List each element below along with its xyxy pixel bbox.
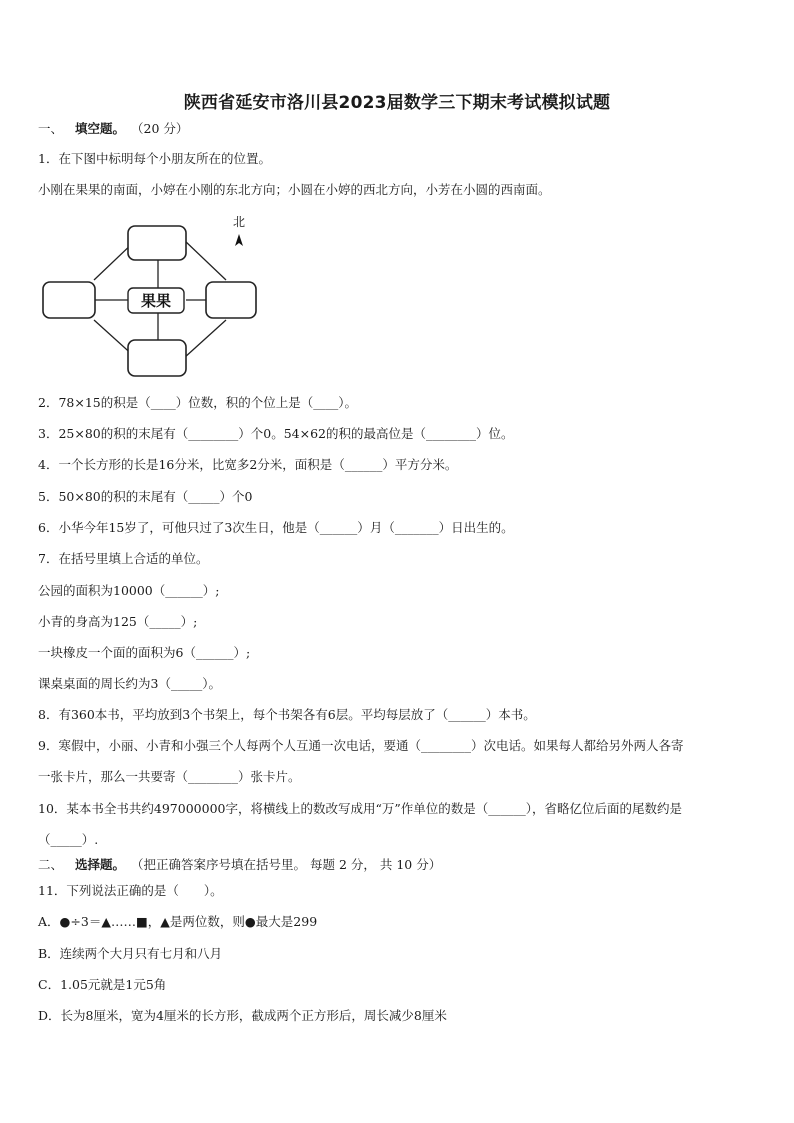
question-10: 10．某本书全书共约497000000字，将横线上的数改写成用“万”作单位的数是（______），省略亿位后面的尾数约是 (38, 801, 683, 816)
section-1-header (38, 121, 188, 137)
question-11-option-a[interactable]: A．●÷3＝▲……■，▲是两位数，则●最大是299 (38, 914, 318, 929)
question-9: 9．寒假中，小丽、小青和小强三个人每两个人互通一次电话，要通（________）次电话。如果每人都给另外两人各寄 (38, 738, 684, 753)
question-8: 8．有360本书，平均放到3个书架上，每个书架各有6层。平均每层放了（______）本书。 (38, 707, 536, 722)
question-11-option-c[interactable]: C．1.05元就是1元5角 (38, 977, 167, 992)
question-7-item-1: 公园的面积为10000（______）; (38, 583, 220, 598)
question-7: 7．在括号里填上合适的单位。 (38, 551, 209, 566)
top-box[interactable] (128, 226, 186, 260)
north-arrow-icon (235, 234, 243, 246)
question-11: 11．下列说法正确的是（ ）。 (38, 883, 223, 898)
right-box[interactable] (206, 282, 256, 318)
section-1-score: （20 分） (131, 121, 189, 136)
position-diagram (38, 210, 278, 380)
question-2: 2．78×15的积是（____）位数，积的个位上是（____）。 (38, 395, 357, 410)
question-9-continued: 一张卡片，那么一共要寄（________）张卡片。 (38, 769, 301, 784)
north-label: 北 (232, 215, 246, 229)
question-6: 6．小华今年15岁了，可他只过了3次生日，他是（______）月（_______）日出生的。 (38, 520, 514, 535)
question-10-continued: （_____）. (38, 832, 99, 847)
question-1: 1．在下图中标明每个小朋友所在的位置。 (38, 151, 271, 166)
page-title: 陕西省延安市洛川县2023届数学三下期末考试模拟试题 (183, 93, 611, 113)
question-4: 4．一个长方形的长是16分米，比宽多2分米，面积是（______）平方分米。 (38, 457, 458, 472)
question-11-option-d[interactable]: D．长为8厘米，宽为4厘米的长方形，截成两个正方形后，周长减少8厘米 (38, 1008, 447, 1023)
section-1-name: 填空题。 (75, 121, 126, 136)
left-box[interactable] (43, 282, 95, 318)
section-1-number: 一、 (38, 121, 64, 136)
question-3: 3．25×80的积的末尾有（________）个0。54×62的积的最高位是（________）位。 (38, 426, 514, 441)
center-label: 果果 (140, 292, 172, 310)
section-2-number: 二、 (38, 857, 64, 872)
question-5: 5．50×80的积的末尾有（_____）个0 (38, 489, 253, 504)
section-2-name: 选择题。 (75, 857, 126, 872)
question-1-description: 小刚在果果的南面，小婷在小刚的东北方向；小圆在小婷的西北方向，小芳在小圆的西南面。 (38, 182, 551, 197)
question-7-item-2: 小青的身高为125（_____）; (38, 614, 198, 629)
section-2-header (38, 857, 441, 873)
question-7-item-4: 课桌桌面的周长约为3（_____）。 (38, 676, 221, 691)
section-2-note: （把正确答案序号填在括号里。 每题 2 分， 共 10 分） (131, 857, 442, 872)
question-7-item-3: 一块橡皮一个面的面积为6（______）; (38, 645, 251, 660)
question-11-option-b[interactable]: B．连续两个大月只有七月和八月 (38, 946, 223, 961)
bottom-box[interactable] (128, 340, 186, 376)
